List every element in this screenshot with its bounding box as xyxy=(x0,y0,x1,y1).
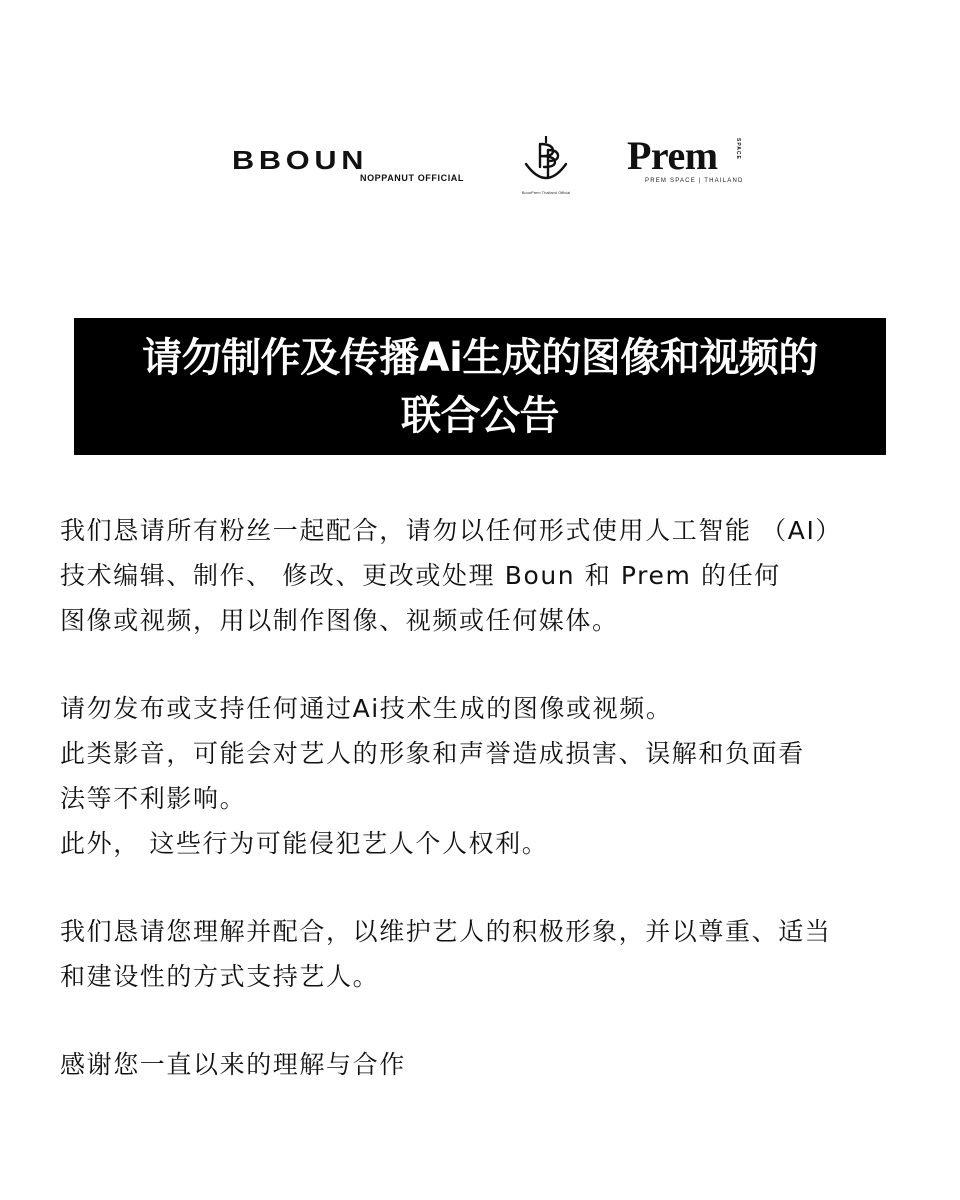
paragraph-spacer xyxy=(60,999,900,1042)
paragraph-line: 我们恳请您理解并配合，以维护艺人的积极形象，并以尊重、适当 xyxy=(60,917,832,946)
logo-row xyxy=(0,128,960,198)
paragraph-line: 技术编辑、制作、 修改、更改或处理 Boun 和 Prem 的任何 xyxy=(60,561,781,590)
bboun-logo xyxy=(232,145,464,184)
title-banner xyxy=(74,318,886,455)
announcement-title xyxy=(142,329,818,445)
paragraph-spacer xyxy=(60,643,900,686)
prem-wordmark: Prem xyxy=(627,133,718,178)
paragraph-2 xyxy=(60,686,900,866)
paragraph-line: 图像或视频，用以制作图像、视频或任何媒体。 xyxy=(60,606,619,635)
prem-subtitle: PREM SPACE | THAILAND xyxy=(645,178,744,184)
bp-monogram-logo xyxy=(520,134,572,196)
bboun-subtitle: NOPPANUT OFFICIAL xyxy=(359,173,464,183)
paragraph-1 xyxy=(60,508,900,643)
paragraph-line: 法等不利影响。 xyxy=(60,784,247,813)
announcement-body xyxy=(60,508,900,1087)
paragraph-spacer xyxy=(60,866,900,909)
title-line-1: 请勿制作及传播Ai生成的图像和视频的 xyxy=(142,334,818,381)
prem-logo xyxy=(627,133,745,188)
paragraph-line: 此外， 这些行为可能侵犯艺人个人权利。 xyxy=(60,829,549,858)
bp-monogram-icon xyxy=(520,134,572,190)
bp-caption: BounPrem Thailand Official xyxy=(521,190,571,195)
prem-space-vertical: SPACE xyxy=(735,138,741,160)
paragraph-line: 此类影音，可能会对艺人的形象和声誉造成损害、误解和负面看 xyxy=(60,739,805,768)
title-line-2: 联合公告 xyxy=(400,392,559,439)
paragraph-3 xyxy=(60,909,900,999)
bboun-wordmark: BBOUN xyxy=(232,145,369,175)
paragraph-line: 我们恳请所有粉丝一起配合，请勿以任何形式使用人工智能 （AI） xyxy=(60,516,843,545)
paragraph-line: 请勿发布或支持任何通过Ai技术生成的图像或视频。 xyxy=(60,694,673,723)
paragraph-line: 和建设性的方式支持艺人。 xyxy=(60,962,380,991)
closing-line: 感谢您一直以来的理解与合作 xyxy=(60,1050,406,1079)
paragraph-4 xyxy=(60,1042,900,1087)
